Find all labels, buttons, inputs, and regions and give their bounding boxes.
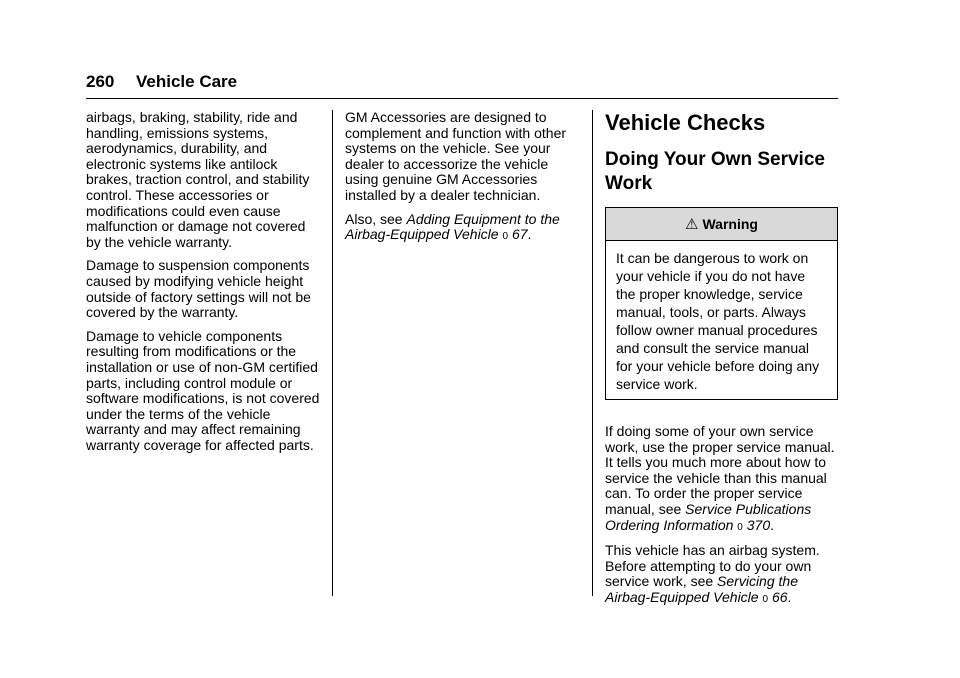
cross-reference-link[interactable]: Service Publications Ordering Information	[605, 500, 812, 533]
period: .	[787, 588, 792, 605]
paragraph: GM Accessories are designed to complement and function with other systems on the vehicle. See your dealer to accessorize the vehicle using genuine GM Accessories installed by a dealer technician.	[345, 109, 567, 203]
cross-reference-link[interactable]: Servicing the Airbag-Equipped Vehicle	[605, 573, 798, 605]
page-reference[interactable]: 66	[771, 588, 788, 605]
warning-body: It can be dangerous to work on your vehicle if you do not have the proper knowledge, service manual, tools, or parts. Always follow owner manual procedures and consult the service manual for your vehicle before doing any service work.	[616, 250, 820, 392]
cross-reference-link[interactable]: Adding Equipment to the Airbag-Equipped Vehicle	[345, 210, 560, 243]
paragraph: airbags, braking, stability, ride and handling, emissions systems, aerodynamics, durability, and electronic systems like antilock brakes, traction control, and stability control. These accessories or modifications could even cause malfunction or damage not covered by the vehicle warranty.	[86, 109, 310, 250]
page-header	[86, 72, 838, 94]
section-title: Vehicle Care	[136, 72, 238, 91]
subheading-service-work: Doing Your Own Service Work	[605, 149, 825, 194]
page-reference[interactable]: 67	[511, 226, 528, 243]
page-ref-icon: 0	[762, 593, 769, 605]
page-ref-icon: 0	[737, 521, 743, 533]
column-divider	[332, 110, 333, 596]
paragraph-text: If doing some of your own service work, use the proper service manual. It tells you much more about how to service the vehicle than this manual can. To order the proper service manual, see	[605, 423, 835, 517]
page-number: 260	[86, 72, 115, 91]
warning-box	[605, 207, 838, 400]
also-see-text: Also, see	[345, 210, 407, 227]
warning-title: Warning	[702, 216, 758, 232]
page-ref-icon: 0	[502, 231, 509, 243]
column-2	[345, 110, 581, 253]
warning-icon: ⚠	[685, 216, 699, 233]
period: .	[770, 516, 774, 533]
column-divider	[592, 110, 593, 596]
paragraph: Damage to vehicle components resulting from modifications or the installation or use of non-GM certified parts, including control module or software modifications, is not covered under the terms of the vehicle warranty and may affect remaining warranty coverage for affected parts.	[86, 327, 320, 453]
paragraph: Damage to suspension components caused by modifying vehicle height outside of factory settings will not be covered by the warranty.	[86, 257, 311, 321]
header-rule	[86, 98, 838, 99]
paragraph	[605, 543, 838, 607]
warning-header	[606, 208, 837, 241]
column-3	[605, 110, 838, 616]
paragraph-text: This vehicle has an airbag system. Before attempting to do your own service work, see	[605, 542, 820, 590]
paragraph	[345, 212, 581, 245]
paragraph	[605, 424, 838, 535]
page-reference[interactable]: 370	[746, 516, 771, 533]
period: .	[527, 226, 532, 243]
heading-vehicle-checks: Vehicle Checks	[605, 110, 766, 135]
column-1	[86, 110, 322, 461]
